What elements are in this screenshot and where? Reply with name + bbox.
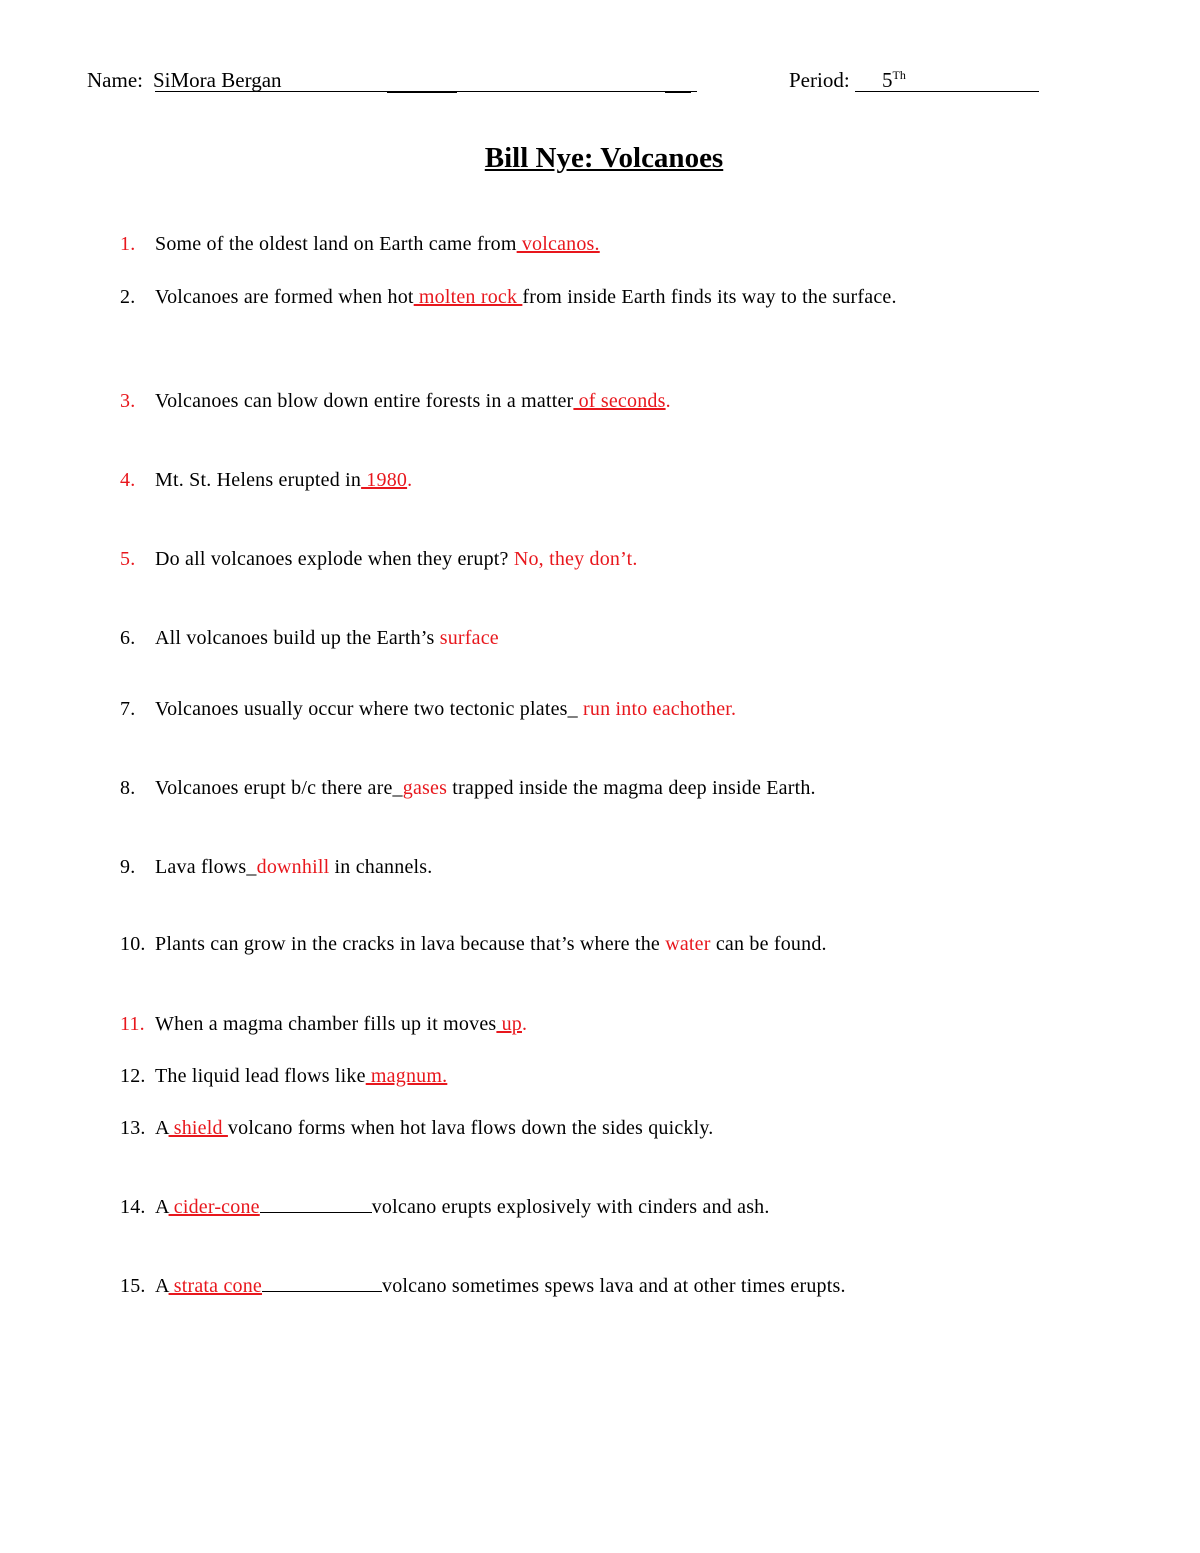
question-answer: downhill — [256, 856, 330, 878]
name-underline-segment — [665, 91, 691, 93]
question-answer: magnum. — [365, 1065, 448, 1087]
header-line — [87, 64, 1047, 96]
question-prompt: A — [155, 1117, 169, 1139]
page-title: Bill Nye: Volcanoes — [484, 142, 724, 174]
question-number: 4. — [120, 469, 136, 491]
question-number: 1. — [120, 233, 136, 255]
period-value — [882, 68, 906, 93]
question-prompt-end: volcano forms when hot lava flows down the sides quickly. — [227, 1117, 714, 1139]
question-prompt: All volcanoes build up the Earth’s — [155, 627, 440, 649]
period-suffix: Th — [892, 68, 906, 82]
question-answer: 1980 — [361, 469, 408, 491]
question-text — [155, 931, 995, 958]
question-text — [155, 284, 995, 311]
question-text — [155, 1011, 995, 1038]
question-answer: gases — [402, 777, 448, 799]
question-prompt-end: in channels. — [329, 856, 433, 878]
question-prompt: When a magma chamber fills up it moves — [155, 1013, 497, 1035]
question-prompt-end: from inside Earth finds its way to the surface. — [522, 286, 897, 308]
question-text — [155, 1194, 995, 1221]
question-text — [155, 1115, 995, 1142]
question-number: 5. — [120, 548, 136, 570]
question-answer: surface — [439, 627, 499, 649]
question-text — [155, 1063, 995, 1090]
question-prompt: Some of the oldest land on Earth came from — [155, 233, 517, 255]
question-number: 14. — [120, 1196, 146, 1218]
question-prompt: Plants can grow in the cracks in lava because that’s where the — [155, 933, 666, 955]
question-text — [155, 696, 995, 723]
question-answer: water — [665, 933, 711, 955]
question-text — [155, 467, 995, 494]
question-answer: up — [496, 1013, 522, 1035]
question-number: 3. — [120, 390, 136, 412]
question-text — [155, 854, 995, 881]
question-answer: of seconds — [573, 390, 666, 412]
question-prompt-end: can be found. — [710, 933, 827, 955]
question-number: 12. — [120, 1065, 146, 1087]
question-prompt-end: . — [665, 390, 671, 412]
question-number: 2. — [120, 286, 136, 308]
question-number: 11. — [120, 1013, 145, 1035]
question-prompt: Do all volcanoes explode when they erupt? — [155, 548, 514, 570]
name-label: Name: — [87, 68, 143, 92]
question-text — [155, 231, 995, 258]
question-prompt: The liquid lead flows like — [155, 1065, 366, 1087]
question-number: 6. — [120, 627, 136, 649]
question-text — [155, 388, 995, 415]
question-text — [155, 625, 995, 652]
question-answer: volcanos. — [516, 233, 600, 255]
question-prompt: Volcanoes usually occur where two tectonic plates_ — [155, 698, 584, 720]
question-prompt: Mt. St. Helens erupted in — [155, 469, 362, 491]
question-prompt-end: volcano sometimes spews lava and at other times erupts. — [382, 1275, 846, 1297]
question-number: 15. — [120, 1275, 146, 1297]
answer-blank — [262, 1274, 382, 1292]
question-prompt-end: . — [407, 469, 413, 491]
question-prompt: A — [155, 1196, 169, 1218]
question-prompt-end: trapped inside the magma deep inside Earth. — [447, 777, 816, 799]
question-number: 9. — [120, 856, 136, 878]
question-answer: cider-cone — [168, 1196, 260, 1218]
question-text — [155, 775, 995, 802]
question-prompt: Volcanoes are formed when hot — [155, 286, 414, 308]
question-answer: run into eachother. — [583, 698, 737, 720]
question-prompt: Lava flows_ — [155, 856, 257, 878]
period-number: 5 — [882, 68, 893, 92]
question-number: 10. — [120, 933, 146, 955]
question-answer: shield — [168, 1117, 228, 1139]
question-prompt-end: . — [522, 1013, 528, 1035]
question-text — [155, 1273, 995, 1300]
answer-blank — [260, 1195, 372, 1213]
name-underline-segment — [387, 91, 457, 93]
question-answer: No, they don’t. — [513, 548, 638, 570]
question-text — [155, 546, 995, 573]
question-number: 7. — [120, 698, 136, 720]
question-answer: molten rock — [413, 286, 523, 308]
question-number: 8. — [120, 777, 136, 799]
question-prompt: A — [155, 1275, 169, 1297]
period-label: Period: — [789, 68, 850, 92]
question-prompt: Volcanoes erupt b/c there are_ — [155, 777, 403, 799]
question-number: 13. — [120, 1117, 146, 1139]
question-prompt: Volcanoes can blow down entire forests in a matter — [155, 390, 574, 412]
question-answer: strata cone — [168, 1275, 263, 1297]
question-prompt-end: volcano erupts explosively with cinders and ash. — [371, 1196, 770, 1218]
name-value: SiMora Bergan — [153, 68, 282, 92]
